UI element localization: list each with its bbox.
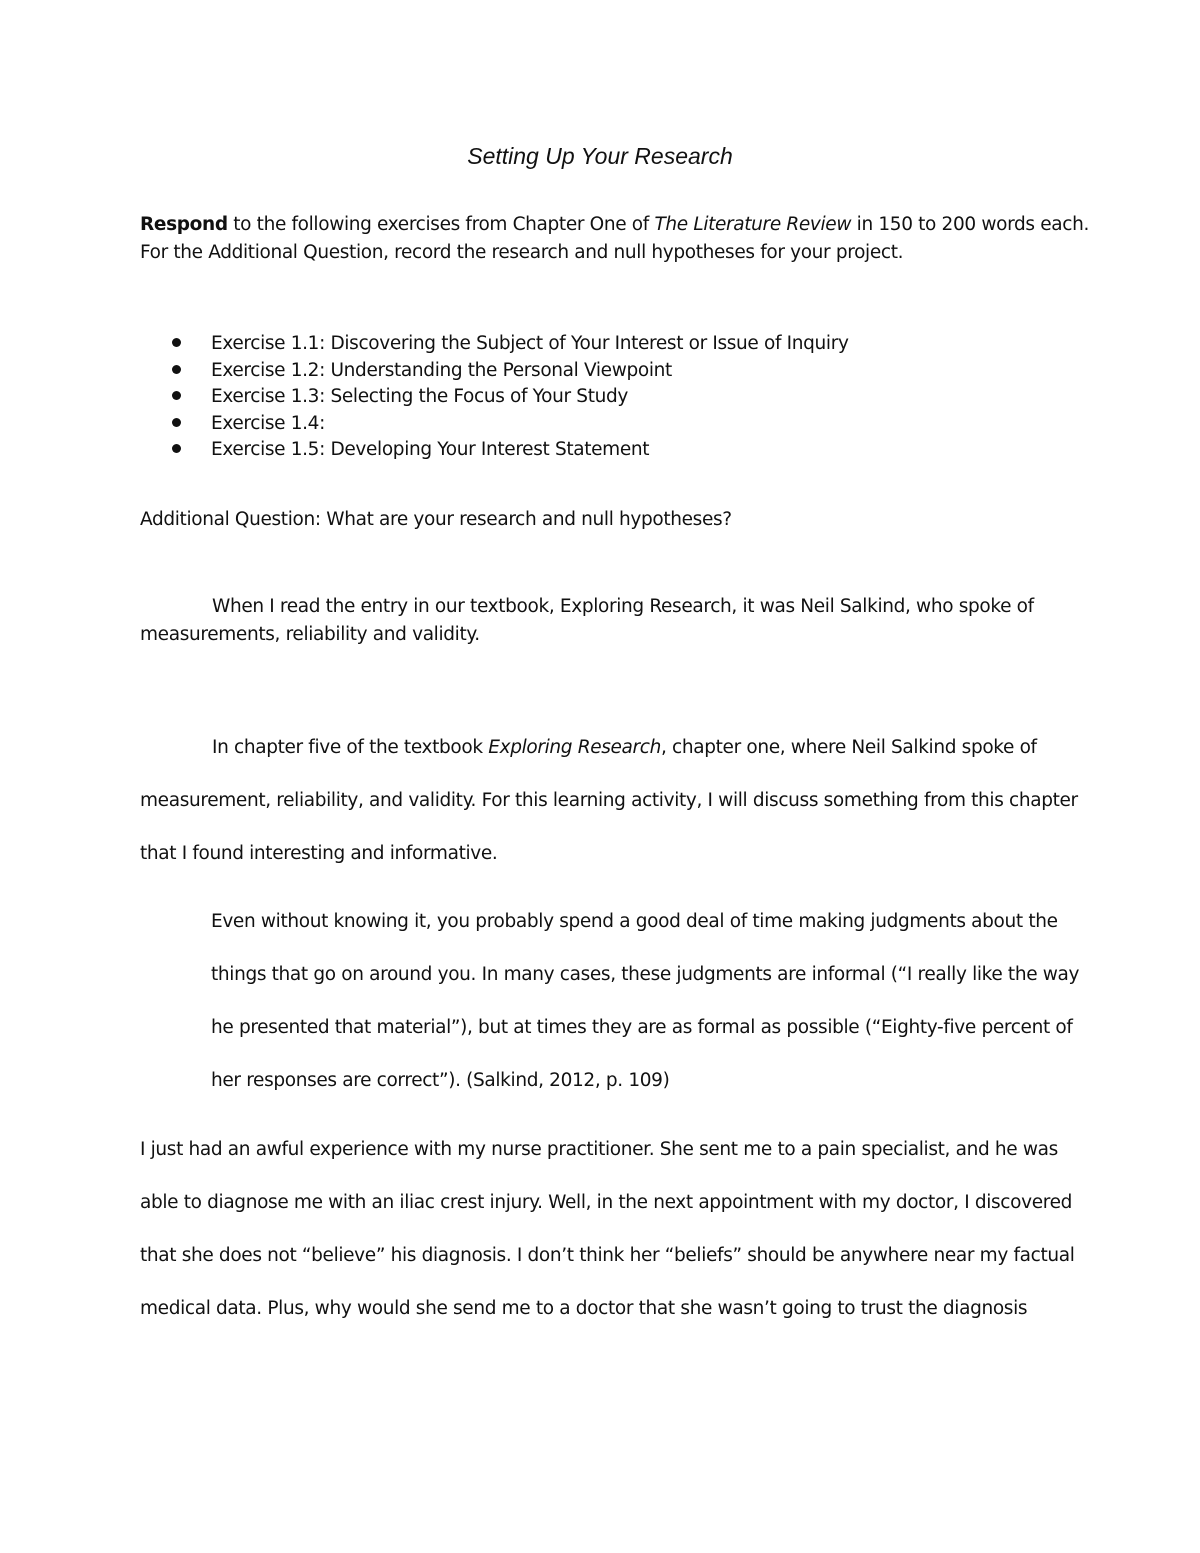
bullet-icon: [172, 365, 181, 374]
paragraph-3-line-1: I just had an awful experience with my nurse practitioner. She sent me to a pain specialist, and he was: [140, 1139, 1058, 1160]
quote-line-3: he presented that material”), but at times they are as formal as possible (“Eighty-five percent of: [211, 1017, 1073, 1038]
paragraph-2-line-2: measurement, reliability, and validity. For this learning activity, I will discuss something from this chapter: [140, 790, 1078, 811]
paragraph-3-line-3: that she does not “believe” his diagnosis. I don’t think her “beliefs” should be anywhere near my factual: [140, 1245, 1075, 1266]
textbook-title: Exploring Research: [488, 737, 661, 758]
paragraph-2-line-1: In chapter five of the textbook Exploring Research, chapter one, where Neil Salkind spoke of: [212, 737, 1037, 758]
bullet-icon: [172, 418, 181, 427]
paragraph-1-line-1: When I read the entry in our textbook, Exploring Research, it was Neil Salkind, who spoke of: [212, 596, 1034, 617]
book-title: The Literature Review: [654, 214, 852, 235]
bullet-icon: [172, 338, 181, 347]
bullet-icon: [172, 391, 181, 400]
quote-line-2: things that go on around you. In many cases, these judgments are informal (“I really like the way: [211, 964, 1080, 985]
quote-line-1: Even without knowing it, you probably spend a good deal of time making judgments about the: [211, 911, 1058, 932]
instructions-line-2: For the Additional Question, record the research and null hypotheses for your project.: [140, 242, 904, 263]
document-title: Setting Up Your Research: [467, 143, 733, 169]
bullet-icon: [172, 444, 181, 453]
quote-line-4: her responses are correct”). (Salkind, 2012, p. 109): [211, 1070, 670, 1091]
instructions-end-text: in 150 to 200 words each.: [851, 214, 1089, 235]
instructions-line-1: [140, 214, 1089, 235]
respond-word: Respond: [140, 214, 228, 235]
paragraph-3-line-2: able to diagnose me with an iliac crest injury. Well, in the next appointment with my doctor, I discovered: [140, 1192, 1073, 1213]
paragraph-1-line-2: measurements, reliability and validity.: [140, 624, 480, 645]
paragraph-2-line-3: that I found interesting and informative.: [140, 843, 498, 864]
instructions-mid-text: to the following exercises from Chapter One of: [227, 214, 655, 235]
document-page: Setting Up Your Research Respond to the following exercises from Chapter One of The Literature Review in 150 to 200 words each. For the Additional Question, record the research and null hypotheses for your project. Exercise 1.1: Discovering the Subject of Your Interest or Issue of Inquiry Exercise 1.2: Understanding the Personal Viewpoint Exercise 1.3: Selecting the Focus of Your Study Exercise 1.4: Exercise 1.5: Developing Your Interest Statement Additional Question: What are your research and null hypotheses? When I read the entry in our textbook, Exploring Research, it was Neil Salkind, who spoke of measurements, reliability and validity. In chapter five of the textbook Exploring Research, chapter one, where Neil Salkind spoke of measurement, reliability, and validity. For this learning activity, I will discuss something from this chapter that I found interesting and informative. Even without knowing it, you probably spend a good deal of time making judgments about the things that go on around you. In many cases, these judgments are informal (“I really like the way he presented that material”), but at times they are as formal as possible (“Eighty-five percent of her responses are correct”). (Salkind, 2012, p. 109) I just had an awful experience with my nurse practitioner. She sent me to a pain specialist, and he was able to diagnose me with an iliac crest injury. Well, in the next appointment with my doctor, I discovered that she does not “believe” his diagnosis. I don’t think her “beliefs” should be anywhere near my factual medical data. Plus, why would she send me to a doctor that she wasn’t going to trust the diagnosis: [0, 0, 1200, 1553]
paragraph-3-line-4: medical data. Plus, why would she send me to a doctor that she wasn’t going to trust the diagnosis: [140, 1298, 1028, 1319]
